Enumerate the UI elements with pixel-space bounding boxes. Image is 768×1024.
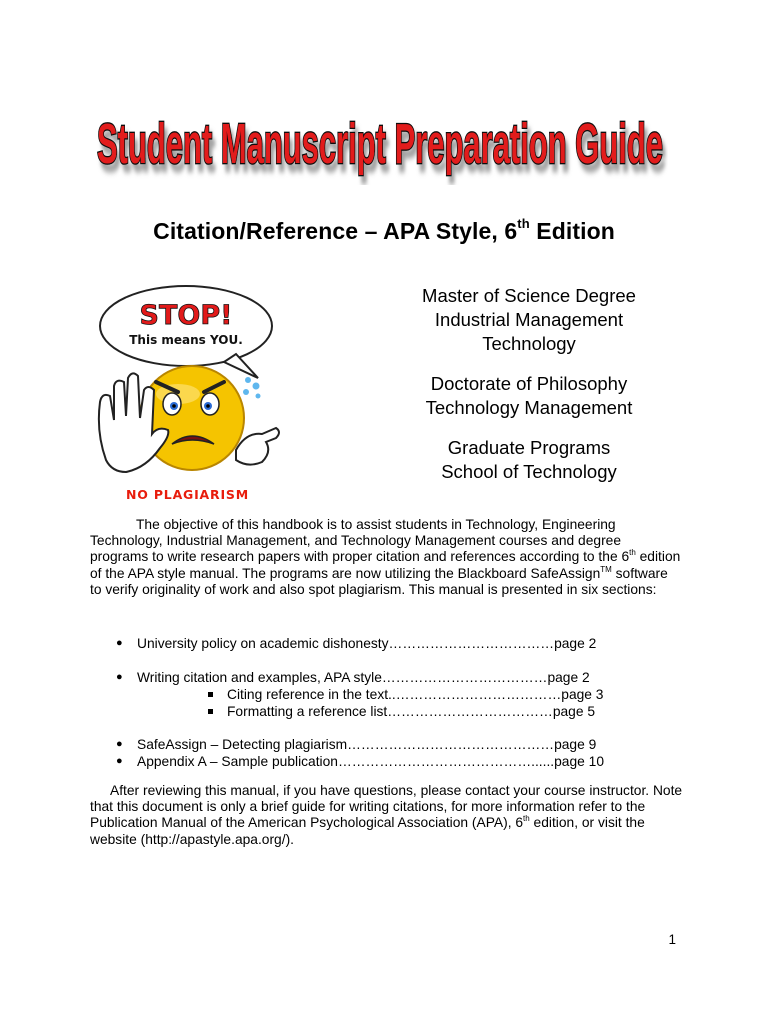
closing-sup: th [523, 814, 530, 824]
toc-item: Writing citation and examples, APA style………………………………page 2 [137, 670, 590, 685]
banner-title [92, 92, 668, 188]
stop-emoji-hand-icon [86, 282, 286, 492]
closing-paragraph [90, 783, 686, 848]
closing-text-2: edition, or visit the website (http://apastyle.apa.org/). [90, 815, 645, 847]
program-line: Industrial Management [434, 309, 624, 330]
page-number: 1 [668, 932, 676, 947]
square-bullet-icon [208, 692, 213, 697]
subtitle-sup: th [517, 216, 530, 231]
program-line: School of Technology [441, 461, 617, 482]
toc-item: Appendix A – Sample publication……………………………………......page 10 [137, 754, 604, 769]
banner-title-text: Student Manuscript Preparation Guide [96, 111, 663, 176]
tm-sup: TM [600, 564, 612, 574]
program-line: Master of Science Degree [422, 285, 636, 306]
page-subtitle [0, 216, 768, 245]
bubble-title: STOP! [139, 300, 233, 331]
program-line: Technology [482, 333, 576, 354]
program-phd [380, 372, 678, 420]
program-list [380, 284, 678, 500]
program-graduate [380, 436, 678, 484]
program-line: Doctorate of Philosophy [430, 373, 628, 394]
program-ms [380, 284, 678, 356]
intro-paragraph [90, 517, 682, 598]
bullet-icon: ● [116, 755, 123, 767]
toc-subitem: Formatting a reference list………………………………page 5 [227, 704, 596, 719]
bullet-icon: ● [116, 637, 123, 649]
closing-text: After reviewing this manual, if you have questions, please contact your course instructor. Note that this document is only a brief guide for writing citations, for more information refer to the Publication Manual of the American Psychological Association (APA), 6 [90, 783, 683, 831]
intro-sup: th [629, 548, 636, 558]
bubble-text: This means YOU. [129, 333, 243, 347]
subtitle-text: Citation/Reference – APA Style, 6 [153, 218, 518, 244]
bullet-icon: ● [116, 738, 123, 750]
bullet-icon: ● [116, 671, 123, 683]
program-line: Graduate Programs [447, 437, 611, 458]
no-plagiarism-caption: NO PLAGIARISM [126, 487, 249, 502]
intro-text-3: software to verify originality of work and also spot plagiarism. This manual is presented in six sections: [90, 565, 668, 597]
toc-item: University policy on academic dishonesty………………………………page 2 [137, 636, 597, 651]
intro-text-2: edition of the APA style manual. The programs are now utilizing the Blackboard SafeAssign [90, 549, 681, 581]
program-line: Technology Management [425, 397, 633, 418]
toc-item: SafeAssign – Detecting plagiarism………………………………………page 9 [137, 737, 597, 752]
subtitle-text-end: Edition [529, 218, 615, 244]
square-bullet-icon [208, 709, 213, 714]
intro-text: The objective of this handbook is to assist students in Technology, Engineering Technology, Industrial Management, and Technology Management courses and degree programs to write research papers with proper citation and references according to the 6 [90, 517, 630, 565]
toc-subitem: Citing reference in the text..………………………………page 3 [227, 687, 604, 702]
